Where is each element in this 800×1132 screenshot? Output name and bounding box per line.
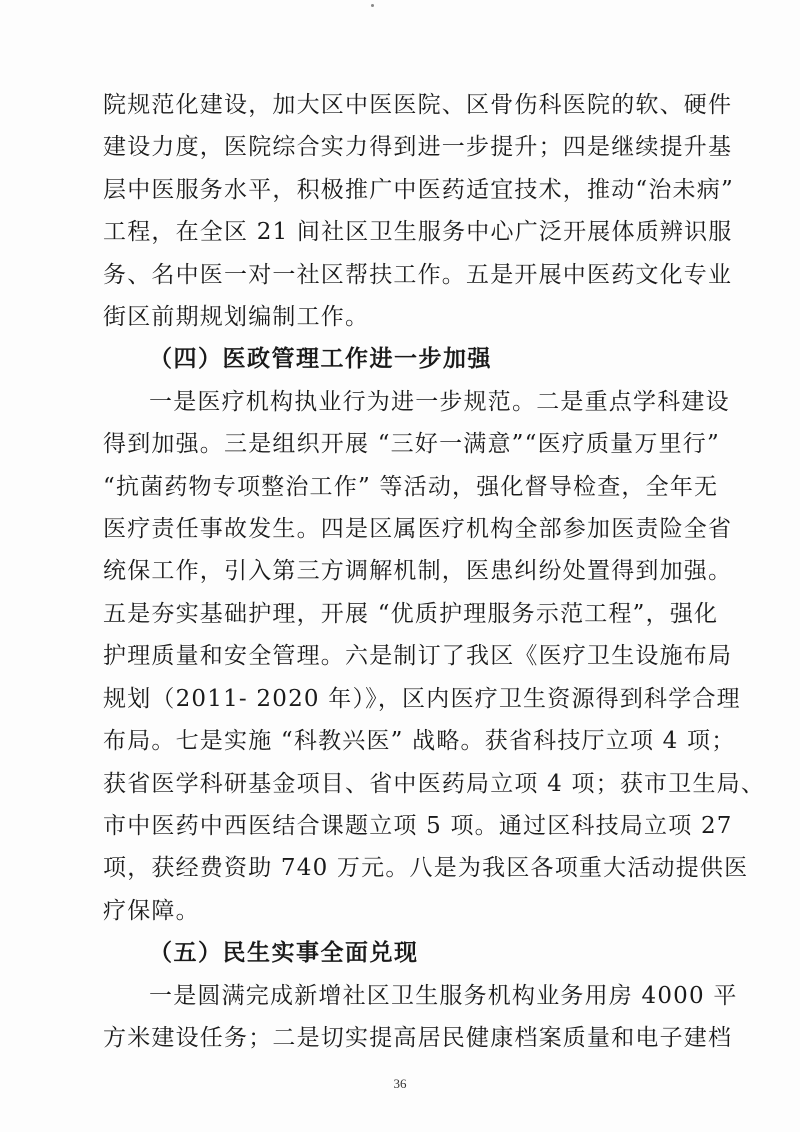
text-line: “抗菌药物专项整治工作” 等活动，强化督导检查，全年无 bbox=[103, 473, 719, 500]
section-heading-4: （四）医政管理工作进一步加强 bbox=[149, 346, 492, 373]
paragraph-livelihood bbox=[103, 975, 738, 1060]
text-line: 医疗责任事故发生。四是区属医疗机构全部参加医责险全省 bbox=[103, 516, 733, 543]
text-line: 方米建设任务；二是切实提高居民健康档案质量和电子建档 bbox=[103, 1024, 733, 1051]
text-line: 工程，在全区 21 间社区卫生服务中心广泛开展体质辨识服 bbox=[103, 219, 733, 246]
section-heading-5: （五）民生实事全面兑现 bbox=[149, 940, 419, 967]
text-line: 一是医疗机构执业行为进一步规范。二是重点学科建设 bbox=[149, 388, 730, 415]
text-line: 项，获经费资助 740 万元。八是为我区各项重大活动提供医 bbox=[103, 855, 749, 882]
text-line: 建设力度，医院综合实力得到进一步提升；四是继续提升基 bbox=[103, 134, 733, 161]
text-line: 得到加强。三是组织开展 “三好一满意”“医疗质量万里行” bbox=[103, 431, 720, 458]
text-line: 一是圆满完成新增社区卫生服务机构业务用房 4000 平 bbox=[149, 982, 738, 1009]
text-line: 院规范化建设，加大区中医医院、区骨伤科医院的软、硬件 bbox=[103, 92, 733, 118]
text-line: 层中医服务水平，积极推广中医药适宜技术，推动“治未病” bbox=[103, 176, 734, 203]
text-line: 五是夯实基础护理，开展 “优质护理服务示范工程”，强化 bbox=[103, 600, 719, 627]
text-line: 规划（2011- 2020 年）》，区内医疗卫生资源得到科学合理 bbox=[103, 685, 741, 712]
page-number: 36 bbox=[393, 1076, 407, 1091]
text-line: 布局。七是实施 “科教兴医” 战略。获省科技厅立项 4 项； bbox=[103, 728, 736, 755]
text-line: 护理质量和安全管理。六是制订了我区《医疗卫生设施布局 bbox=[103, 643, 733, 670]
text-line: 疗保障。 bbox=[103, 897, 200, 924]
text-line: 务、名中医一对一社区帮扶工作。五是开展中医药文化专业 bbox=[103, 261, 733, 288]
text-line: 统保工作，引入第三方调解机制，医患纠纷处置得到加强。 bbox=[103, 558, 733, 585]
text-line: 获省医学科研基金项目、省中医药局立项 4 项；获市卫生局、 bbox=[103, 770, 766, 797]
paragraph-medical-administration bbox=[103, 381, 766, 932]
text-line: 市中医药中西医结合课题立项 5 项。通过区科技局立项 27 bbox=[103, 812, 733, 839]
text-line: 街区前期规划编制工作。 bbox=[103, 304, 370, 331]
paragraph-continuation bbox=[103, 84, 734, 338]
scan-speck bbox=[371, 4, 374, 7]
document-body bbox=[103, 84, 766, 1059]
